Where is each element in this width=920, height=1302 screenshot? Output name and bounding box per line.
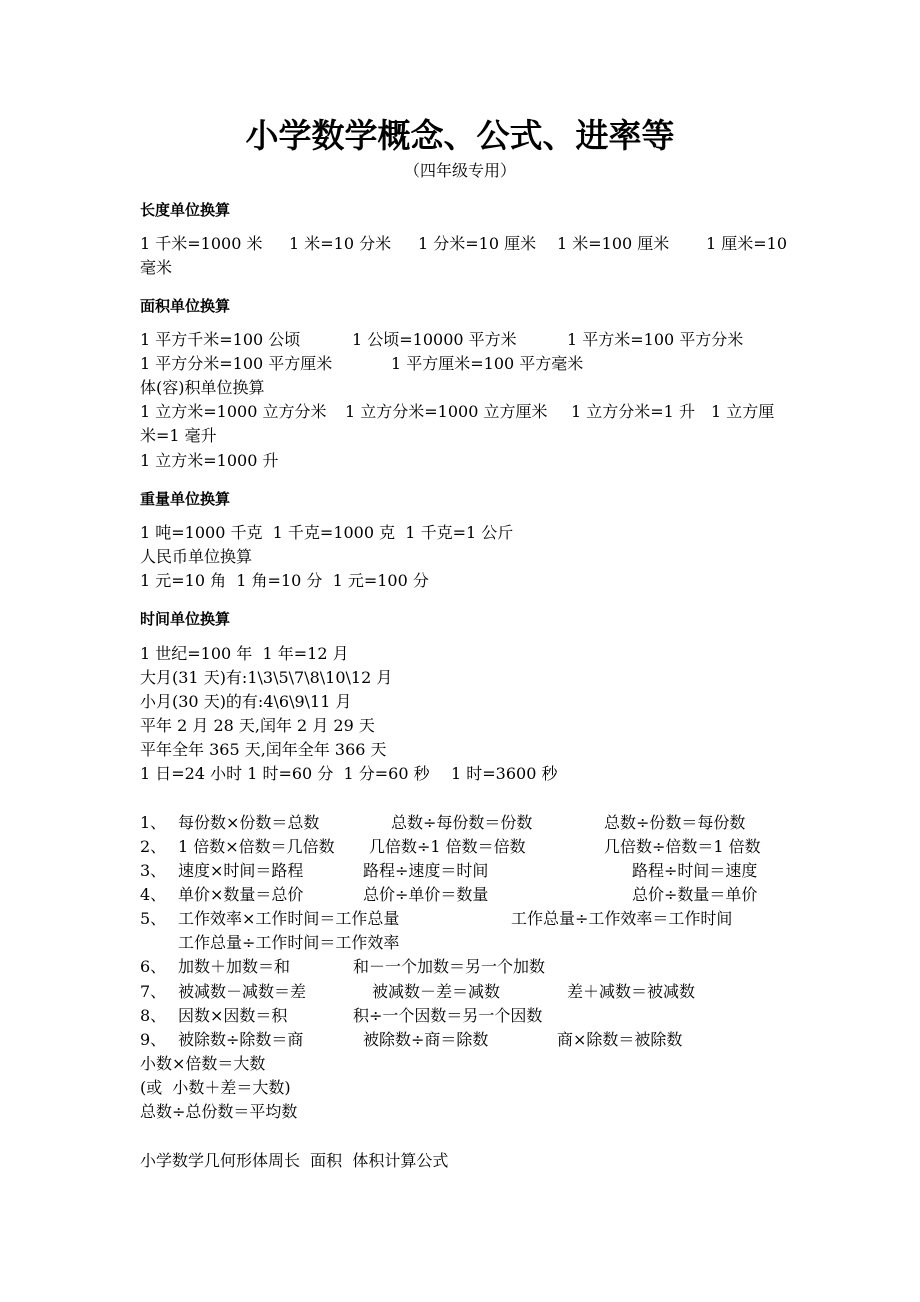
formula-part: 每份数×份数＝总数 (178, 813, 320, 832)
formula-part: 总数÷份数＝每份数 (604, 813, 746, 832)
length-conversion: 1 米=100 厘米 (557, 234, 670, 253)
volume-conversion: 1 立方分米=1000 立方厘米 (345, 402, 548, 421)
time-line: 1 时=3600 秒 (451, 764, 558, 783)
volume-conversion: 1 立方分米=1 升 (571, 402, 695, 421)
time-heading: 时间单位换算 (140, 610, 231, 628)
extra-formula: 总数÷总份数＝平均数 (140, 1102, 298, 1121)
area-heading: 面积单位换算 (140, 297, 231, 315)
length-conversion: 1 厘米=10 (706, 234, 788, 253)
length-heading: 长度单位换算 (140, 201, 231, 219)
length-conversion: 1 米=10 分米 (289, 234, 392, 253)
formula-number: 8、 (140, 1006, 167, 1025)
formula-part: 工作总量÷工作时间＝工作效率 (178, 933, 400, 952)
formula-number: 7、 (140, 982, 167, 1001)
formula-part: 总数÷每份数＝份数 (391, 813, 533, 832)
volume-conversion-continued: 米=1 毫升 (140, 426, 217, 445)
area-conversion: 1 公顷=10000 平方米 (352, 330, 517, 349)
document-subtitle: （四年级专用） (403, 161, 516, 180)
formula-part: 商×除数＝被除数 (557, 1030, 683, 1049)
formula-number: 1、 (140, 813, 167, 832)
area-conversion: 1 平方分米=100 平方厘米 (140, 354, 333, 373)
formula-part: 工作效率×工作时间＝工作总量 (178, 909, 400, 928)
area-conversion: 1 平方厘米=100 平方毫米 (391, 354, 584, 373)
formula-part: 总价÷数量＝单价 (632, 885, 758, 904)
extra-formula: 小数×倍数＝大数 (140, 1054, 266, 1073)
time-line: 大月(31 天)有:1\3\5\7\8\10\12 月 (140, 668, 393, 687)
volume-conversion: 1 立方米=1000 立方分米 (140, 402, 327, 421)
formula-part: 被除数÷商＝除数 (363, 1030, 489, 1049)
time-line: 1 日=24 小时 1 时=60 分 1 分=60 秒 (140, 764, 430, 783)
area-conversion: 1 平方米=100 平方分米 (567, 330, 744, 349)
time-line: 平年全年 365 天,闰年全年 366 天 (140, 740, 387, 759)
formula-part: 路程÷速度＝时间 (363, 861, 489, 880)
formula-number: 9、 (140, 1030, 167, 1049)
area-conversion: 1 平方千米=100 公顷 (140, 330, 301, 349)
length-conversion-continued: 毫米 (140, 258, 173, 277)
formula-part: 路程÷时间＝速度 (632, 861, 758, 880)
formula-part: 被减数－差＝减数 (372, 982, 501, 1001)
formula-number: 2、 (140, 837, 167, 856)
time-line: 平年 2 月 28 天,闰年 2 月 29 天 (140, 716, 375, 735)
formula-part: 和－一个加数＝另一个加数 (353, 957, 546, 976)
weight-conversions: 1 吨=1000 千克 1 千克=1000 克 1 千克=1 公斤 (140, 523, 514, 542)
formula-part: 被减数－减数＝差 (178, 982, 307, 1001)
formula-part: 速度×时间＝路程 (178, 861, 304, 880)
formula-part: 几倍数÷倍数＝1 倍数 (604, 837, 761, 856)
weight-heading: 重量单位换算 (140, 490, 231, 508)
money-heading: 人民币单位换算 (140, 547, 253, 566)
volume-heading: 体(容)积单位换算 (140, 378, 265, 397)
money-conversions: 1 元=10 角 1 角=10 分 1 元=100 分 (140, 571, 429, 590)
formula-part: 总价÷单价＝数量 (363, 885, 489, 904)
formula-part: 被除数÷除数＝商 (178, 1030, 304, 1049)
formula-part: 几倍数÷1 倍数＝倍数 (369, 837, 526, 856)
formula-part: 积÷一个因数＝另一个因数 (353, 1006, 543, 1025)
geometry-heading: 小学数学几何形体周长 面积 体积计算公式 (140, 1151, 449, 1170)
volume-conversion: 1 立方厘 (711, 402, 775, 421)
formula-part: 差＋减数＝被减数 (567, 982, 696, 1001)
time-line: 1 世纪=100 年 1 年=12 月 (140, 644, 349, 663)
formula-number: 5、 (140, 909, 167, 928)
formula-part: 单价×数量＝总价 (178, 885, 304, 904)
formula-part: 工作总量÷工作效率＝工作时间 (511, 909, 733, 928)
formula-number: 4、 (140, 885, 167, 904)
length-conversion: 1 千米=1000 米 (140, 234, 263, 253)
formula-number: 6、 (140, 957, 167, 976)
extra-formula: (或 小数＋差＝大数) (140, 1078, 291, 1097)
formula-part: 1 倍数×倍数＝几倍数 (178, 837, 335, 856)
formula-part: 加数＋加数＝和 (178, 957, 291, 976)
document-title: 小学数学概念、公式、进率等 (245, 116, 675, 155)
formula-part: 因数×因数＝积 (178, 1006, 288, 1025)
volume-conversion: 1 立方米=1000 升 (140, 451, 279, 470)
formula-number: 3、 (140, 861, 167, 880)
length-conversion: 1 分米=10 厘米 (418, 234, 537, 253)
time-line: 小月(30 天)的有:4\6\9\11 月 (140, 692, 352, 711)
